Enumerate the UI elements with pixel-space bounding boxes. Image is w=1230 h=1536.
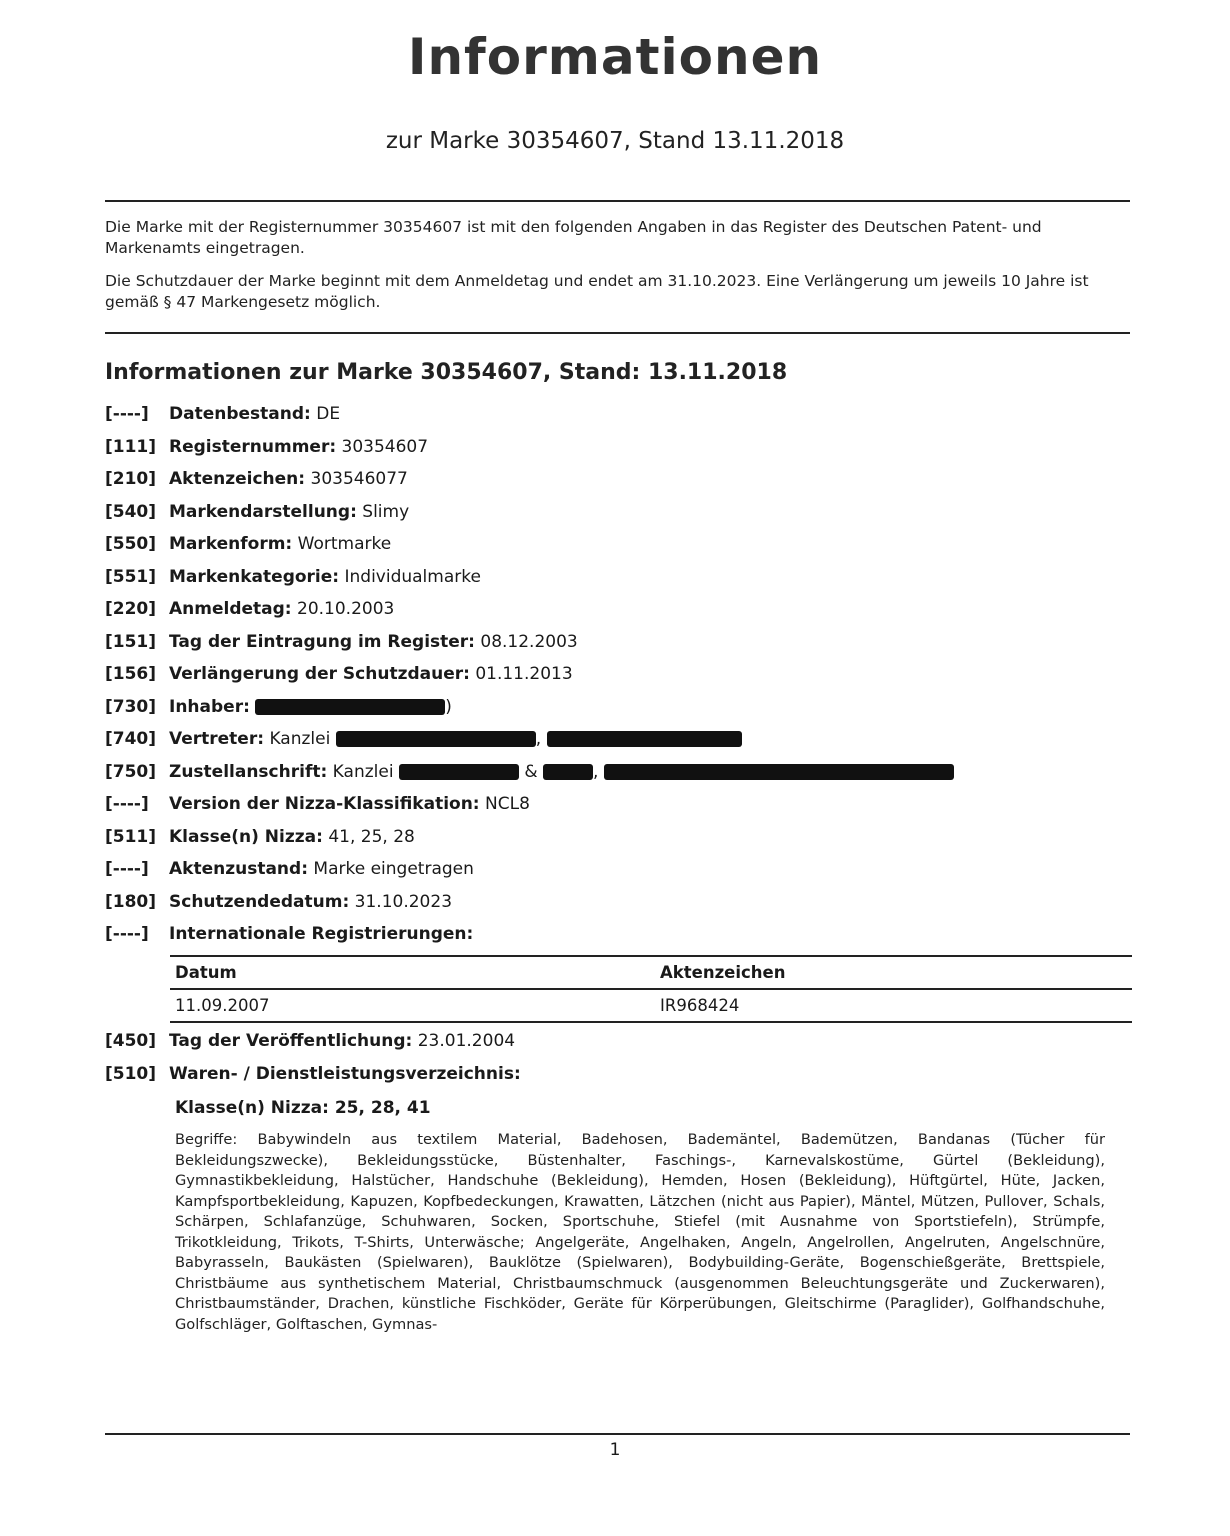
entry-zustellanschrift: [750] Zustellanschrift: Kanzlei & , xyxy=(105,756,1130,789)
column-header-aktenzeichen: Aktenzeichen xyxy=(660,963,786,982)
redaction-block xyxy=(336,731,536,747)
entry-anmeldetag: [220] Anmeldetag: 20.10.2003 xyxy=(105,599,395,619)
column-header-datum: Datum xyxy=(175,963,237,982)
entry-nizza-klassen: [511] Klasse(n) Nizza: 41, 25, 28 xyxy=(105,826,415,847)
redaction-block xyxy=(543,764,593,780)
entry-inhaber: [730] Inhaber: ) xyxy=(105,696,452,717)
entry-registernummer: [111] Registernummer: 30354607 xyxy=(105,436,429,457)
intro-paragraph-1: Die Marke mit der Registernummer 30354607 ist mit den folgenden Angaben in das Register des Deutschen Patent- und Markenamts eingetragen. xyxy=(105,218,1042,257)
page-number: 1 xyxy=(609,1440,621,1460)
divider xyxy=(105,200,1130,202)
entry-vertreter: [740] Vertreter: Kanzlei , xyxy=(105,723,1130,756)
page-subtitle: zur Marke 30354607, Stand 13.11.2018 xyxy=(385,128,845,154)
entry-aktenzeichen: [210] Aktenzeichen: 303546077 xyxy=(105,469,408,489)
goods-classes: Klasse(n) Nizza: 25, 28, 41 xyxy=(175,1098,431,1118)
cell-datum: 11.09.2007 xyxy=(175,996,270,1015)
entry-warenverzeichnis: [510] Waren- / Dienstleistungsverzeichnis: xyxy=(105,1063,521,1084)
section-heading: Informationen zur Marke 30354607, Stand: 13.11.2018 xyxy=(105,360,788,385)
footer-divider xyxy=(105,1433,1130,1435)
page-title: Informationen xyxy=(407,28,823,86)
table-header-row xyxy=(170,955,1132,990)
intro-paragraph-2: Die Schutzdauer der Marke beginnt mit dem Anmeldetag und endet am 31.10.2023. Eine Verlängerung um jeweils 10 Jahre ist gemäß § 47 Markengesetz möglich. xyxy=(105,272,1089,311)
entry-markenform: [550] Markenform: Wortmarke xyxy=(105,534,392,554)
redaction-block xyxy=(255,699,445,715)
register-entries-continued xyxy=(105,1025,1130,1090)
entry-aktenzustand: [----] Aktenzustand: Marke eingetragen xyxy=(105,859,474,879)
entry-veroeffentlichung: [450] Tag der Veröffentlichung: 23.01.2004 xyxy=(105,1031,516,1051)
redaction-block xyxy=(399,764,519,780)
goods-list: Begriffe: Babywindeln aus textilem Material, Badehosen, Bademäntel, Bademützen, Bandanas (Tücher für Bekleidungszwecke), Bekleidungsstücke, Büstenhalter, Faschings-, Karnevalskostüme, Gürtel (Bekleidung), Gymnastikbekleidung, Halstücher, Handschuhe (Bekleidung), Hemden, Hosen (Bekleidung), Hüftgürtel, Hüte, Jacken, Kampfsportbekleidung, Kapuzen, Kopfbedeckungen, Krawatten, Lätzchen (nicht aus Papier), Mäntel, Mützen, Pullover, Schals, Schärpen, Schlafanzüge, Schuhwaren, Socken, Sportschuhe, Stiefel (mit Ausnahme von Sportstiefeln), Strümpfe, Trikotkleidung, Trikots, T-Shirts, Unterwäsche; Angelgeräte, Angelhaken, Angeln, Angelrollen, Angelruten, Angelschnüre, Babyrasseln, Baukästen (Spielwaren), Bauklötze (Spielwaren), Bodybuilding-Geräte, Bogenschießgeräte, Brettspiele, Christbäume aus synthetischem Material, Christbaumschmuck (ausgenommen Beleuchtungsgeräte und Zuckerwaren), Christbaumständer, Drachen, künstliche Fischköder, Geräte für Körperübungen, Gleitschirme (Paraglider), Golfhandschuhe, Golfschläger, Golftaschen, Gymnas- xyxy=(175,1131,1105,1333)
redaction-block xyxy=(547,731,742,747)
entry-eintragung: [151] Tag der Eintragung im Register: 08.12.2003 xyxy=(105,631,578,652)
cell-aktenzeichen: IR968424 xyxy=(660,996,740,1015)
entry-verlaengerung: [156] Verlängerung der Schutzdauer: 01.11.2013 xyxy=(105,664,573,684)
register-entries xyxy=(105,398,1130,951)
redaction-block xyxy=(604,764,954,780)
entry-markenkategorie: [551] Markenkategorie: Individualmarke xyxy=(105,566,481,587)
intl-registrations-table xyxy=(170,955,1132,1023)
table-row xyxy=(170,990,1132,1023)
entry-internationale-registrierungen: [----] Internationale Registrierungen: xyxy=(105,924,474,944)
divider xyxy=(105,332,1130,334)
entry-schutzendedatum: [180] Schutzendedatum: 31.10.2023 xyxy=(105,891,453,912)
entry-nizza-version: [----] Version der Nizza-Klassifikation: NCL8 xyxy=(105,794,530,814)
entry-datenbestand: [----] Datenbestand: DE xyxy=(105,404,341,424)
entry-markendarstellung: [540] Markendarstellung: Slimy xyxy=(105,501,410,522)
